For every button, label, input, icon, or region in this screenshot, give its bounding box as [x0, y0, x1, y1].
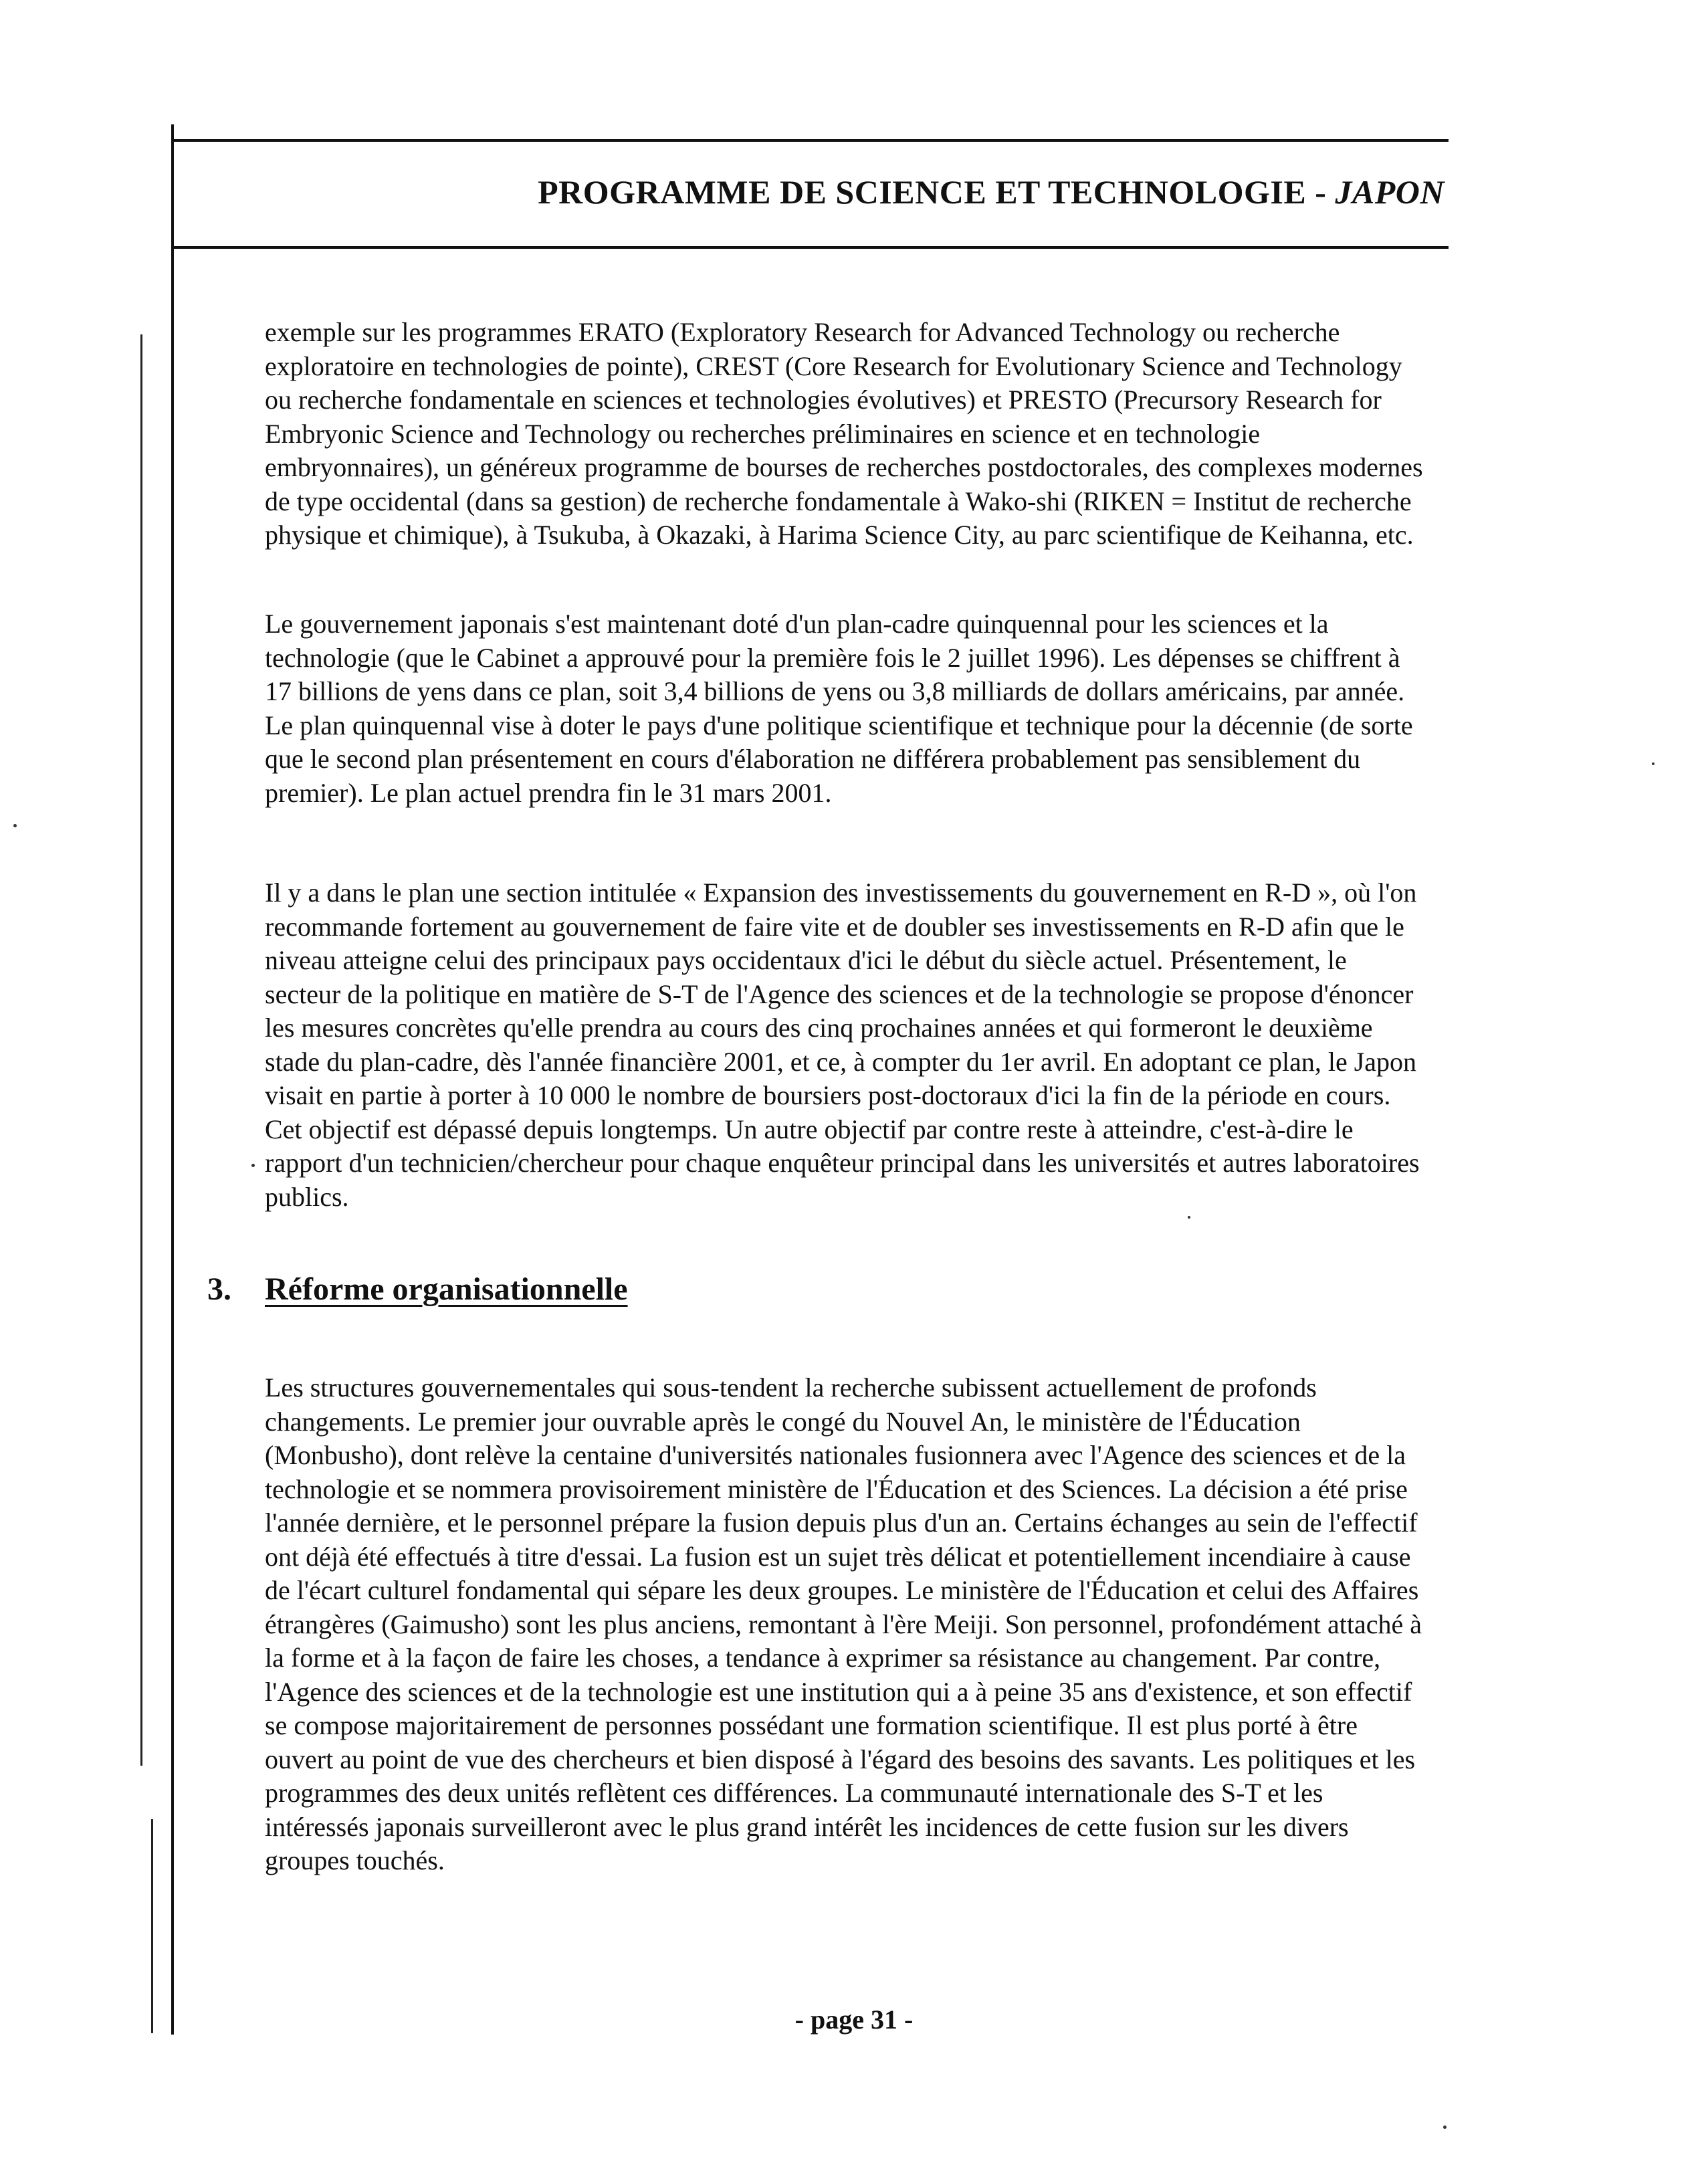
header-country: JAPON [1335, 173, 1445, 211]
page-number: - page 31 - [794, 2004, 914, 2035]
scan-speck [1188, 1216, 1190, 1219]
scan-speck [1443, 2126, 1447, 2129]
paragraph-erato-programs: exemple sur les programmes ERATO (Exploratory Research for Advanced Technology ou recherche exploratoire en technologies de pointe), CREST (Core Research for Evolutionary Science and Technology ou recherche fondamentale en sciences et technologies évolutives) et PRESTO (Precursory Research for Embryonic Science and Technology ou recherches préliminaires en science et en technologie embryonnaires), un généreux programme de bourses de recherches postdoctorales, des complexes modernes de type occidental (dans sa gestion) de recherche fondamentale à Wako-shi (RIKEN = Institut de recherche physique et chimique), à Tsukuba, à Okazaki, à Harima Science City, au parc scientifique de Keihanna, etc. [265, 317, 1423, 550]
paragraph-organizational-reform: Les structures gouvernementales qui sous-tendent la recherche subissent actuellement de profonds changements. Le premier jour ouvrable après le congé du Nouvel An, le ministère de l'Éducation (Monbusho), dont relève la centaine d'universités nationales fusionnera avec l'Agence des sciences et de la technologie et se nommera provisoirement ministère de l'Éducation et des Sciences. La décision a été prise l'année dernière, et le personnel prépare la fusion depuis plus d'un an. Certains échanges au sein de l'effectif ont déjà été effectués à titre d'essai. La fusion est un sujet très délicat et potentiellement incendiaire à cause de l'écart culturel fondamental qui sépare les deux groupes. Le ministère de l'Éducation et celui des Affaires étrangères (Gaimusho) sont les plus anciens, remontant à l'ère Meiji. Son personnel, profondément attaché à la forme et à la façon de faire les choses, a tendance à exprimer sa résistance au changement. Par contre, l'Agence des sciences et de la technologie est une institution qui a à peine 35 ans d'existence, et son effectif se compose majoritairement de personnes possédant une formation scientifique. Il est plus porté à être ouvert au point de vue des chercheurs et bien disposé à l'égard des besoins des savants. Les politiques et les programmes des deux unités reflètent ces différences. La communauté internationale des S-T et les intéressés japonais surveilleront avec le plus grand intérêt les incidences de cette fusion sur les divers groupes touchés. [265, 1372, 1422, 1875]
frame-left-border [171, 124, 174, 2035]
scan-speck [13, 824, 17, 827]
running-header [401, 173, 1445, 211]
paragraph-rd-investment: Il y a dans le plan une section intitulée « Expansion des investissements du gouvernement en R-D », où l'on recommande fortement au gouvernement de faire vite et de doubler ses investissements en R-D afin que le niveau atteigne celui des principaux pays occidentaux d'ici le début du siècle actuel. Présentement, le secteur de la politique en matière de S-T de l'Agence des sciences et de la technologie se propose d'énoncer les mesures concrètes qu'elle prendra au cours des cinq prochaines années et qui formeront le deuxième stade du plan-cadre, dès l'année financière 2001, et ce, à compter du 1er avril. En adoptant ce plan, le Japon visait en partie à porter à 10 000 le nombre de boursiers post-doctoraux d'ici la fin de la période en cours. Cet objectif est dépassé depuis longtemps. Un autre objectif par contre reste à atteindre, c'est-à-dire le rapport d'un technicien/chercheur pour chaque enquêteur principal dans les universités et autres laboratoires publics. [265, 877, 1420, 1212]
margin-mark [140, 334, 142, 1766]
section-number: 3. [207, 1271, 231, 1307]
section-heading [207, 1271, 628, 1308]
section-title: Réforme organisationnelle [265, 1271, 628, 1307]
header-bottom-rule [171, 246, 1449, 249]
header-title: PROGRAMME DE SCIENCE ET TECHNOLOGIE - [538, 173, 1336, 211]
scan-speck [251, 1164, 255, 1167]
header-top-rule [171, 139, 1449, 142]
paragraph-five-year-plan: Le gouvernement japonais s'est maintenant doté d'un plan-cadre quinquennal pour les sciences et la technologie (que le Cabinet a approuvé pour la première fois le 2 juillet 1996). Les dépenses se chiffrent à 17 billions de yens dans ce plan, soit 3,4 billions de yens ou 3,8 milliards de dollars américains, par année. Le plan quinquennal vise à doter le pays d'une politique scientifique et technique pour la décennie (de sorte que le second plan présentement en cours d'élaboration ne différera probablement pas sensiblement du premier). Le plan actuel prendra fin le 31 mars 2001. [265, 609, 1413, 808]
margin-mark-lower [151, 1819, 153, 2033]
scan-speck [1652, 762, 1654, 765]
